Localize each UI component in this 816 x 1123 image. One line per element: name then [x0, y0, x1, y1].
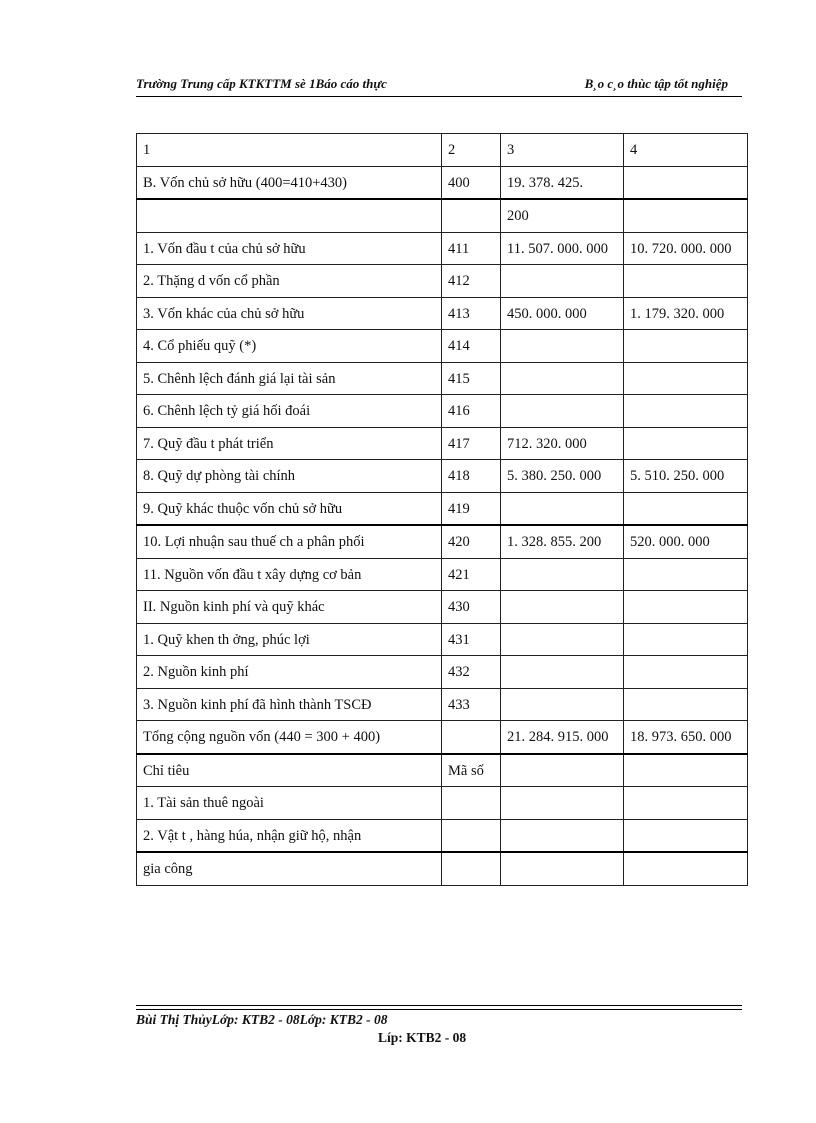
table-row [137, 558, 748, 591]
table-row [137, 395, 748, 428]
table-cell: 433 [442, 688, 501, 721]
table-row [137, 787, 748, 820]
table-cell: 8. Quỹ dự phòng tài chính [137, 460, 442, 493]
table-cell: 19. 378. 425. [501, 166, 624, 199]
table-cell [501, 492, 624, 525]
footer-divider [136, 1005, 742, 1010]
table-cell: 3. Nguồn kinh phí đã hình thành TSCĐ [137, 688, 442, 721]
table-cell [624, 623, 748, 656]
table-cell: 414 [442, 330, 501, 363]
table-cell: 420 [442, 525, 501, 558]
table-cell [624, 199, 748, 232]
table-cell: 1. 328. 855. 200 [501, 525, 624, 558]
table-cell [442, 819, 501, 852]
header-school-name: Trường Trung cấp KTKTTM sè 1Báo cáo thực [136, 76, 387, 91]
table-cell: 431 [442, 623, 501, 656]
table-row [137, 232, 748, 265]
table-cell: 7. Quỹ đầu t phát triển [137, 427, 442, 460]
table-cell: 5. 510. 250. 000 [624, 460, 748, 493]
table-cell: Mã số [442, 754, 501, 787]
header-report-title: B¸o c¸o thùc tập tốt nghiệp [584, 76, 728, 91]
table-cell [501, 623, 624, 656]
table-cell: 9. Quỹ khác thuộc vốn chủ sở hữu [137, 492, 442, 525]
table-cell [624, 395, 748, 428]
table-row [137, 591, 748, 624]
table-cell [501, 558, 624, 591]
table-cell [442, 787, 501, 820]
table-cell: 3 [501, 134, 624, 167]
table-cell [624, 688, 748, 721]
table-cell [137, 199, 442, 232]
table-cell: 432 [442, 656, 501, 689]
table-row [137, 525, 748, 558]
table-row [137, 460, 748, 493]
table-cell: 415 [442, 362, 501, 395]
table-row [137, 656, 748, 689]
table-cell [501, 754, 624, 787]
table-cell: 6. Chênh lệch tỷ giá hối đoái [137, 395, 442, 428]
table-row [137, 623, 748, 656]
table-cell: gia công [137, 852, 442, 885]
table-cell [624, 427, 748, 460]
table-cell: 1. Tài sản thuê ngoài [137, 787, 442, 820]
table-cell: 412 [442, 265, 501, 298]
table-cell [624, 166, 748, 199]
table-cell: Chỉ tiêu [137, 754, 442, 787]
table-cell [624, 754, 748, 787]
table-cell [501, 688, 624, 721]
page-header [136, 76, 742, 96]
table-cell [624, 787, 748, 820]
table-cell [501, 591, 624, 624]
table-cell: 21. 284. 915. 000 [501, 721, 624, 754]
table-cell [624, 362, 748, 395]
table-cell: 417 [442, 427, 501, 460]
footer-class: Líp: KTB2 - 08 [378, 1030, 467, 1045]
table-cell [442, 199, 501, 232]
table-cell: 1. 179. 320. 000 [624, 297, 748, 330]
table-cell [501, 395, 624, 428]
table-cell [501, 265, 624, 298]
table-cell [624, 656, 748, 689]
table-cell: 2. Vật t , hàng húa, nhận giữ hộ, nhận [137, 819, 442, 852]
table-cell: 5. Chênh lệch đánh giá lại tài sản [137, 362, 442, 395]
table-cell [624, 819, 748, 852]
table-row [137, 492, 748, 525]
table-cell [624, 265, 748, 298]
table-cell [624, 492, 748, 525]
table-cell [501, 787, 624, 820]
table-row [137, 427, 748, 460]
table-row [137, 134, 748, 167]
footer-author-class: Bùi Thị ThủyLớp: KTB2 - 08Lớp: KTB2 - 08 [136, 1012, 388, 1027]
table-cell [501, 362, 624, 395]
table-cell: 2. Thặng d vốn cổ phần [137, 265, 442, 298]
table-cell: 400 [442, 166, 501, 199]
table-cell: 5. 380. 250. 000 [501, 460, 624, 493]
table-cell: 419 [442, 492, 501, 525]
table-cell: 2 [442, 134, 501, 167]
table-row [137, 852, 748, 885]
header-divider [136, 96, 742, 97]
table-cell [501, 330, 624, 363]
table-row [137, 688, 748, 721]
table-cell [624, 330, 748, 363]
table-cell: 430 [442, 591, 501, 624]
table-cell: 421 [442, 558, 501, 591]
table-cell: 413 [442, 297, 501, 330]
balance-sheet-table [136, 133, 748, 886]
table-cell: 450. 000. 000 [501, 297, 624, 330]
table-cell: 3. Vốn khác của chủ sở hữu [137, 297, 442, 330]
table-cell: 1. Vốn đầu t của chủ sở hữu [137, 232, 442, 265]
table-cell: 4. Cổ phiếu quỹ (*) [137, 330, 442, 363]
table-cell: 18. 973. 650. 000 [624, 721, 748, 754]
table-cell: 10. 720. 000. 000 [624, 232, 748, 265]
table-cell: 1. Quỹ khen th ởng, phúc lợi [137, 623, 442, 656]
table-cell [442, 721, 501, 754]
table-row [137, 199, 748, 232]
table-row [137, 265, 748, 298]
table-row [137, 297, 748, 330]
table-cell: 200 [501, 199, 624, 232]
table-cell: 418 [442, 460, 501, 493]
table-cell: Tổng cộng nguồn vốn (440 = 300 + 400) [137, 721, 442, 754]
table-cell: 10. Lợi nhuận sau thuế ch a phân phối [137, 525, 442, 558]
table-cell [442, 852, 501, 885]
table-row [137, 362, 748, 395]
table-row [137, 330, 748, 363]
table-cell: 1 [137, 134, 442, 167]
table-cell: 11. 507. 000. 000 [501, 232, 624, 265]
table-cell: II. Nguồn kinh phí và quỹ khác [137, 591, 442, 624]
table-row [137, 721, 748, 754]
table-cell: 416 [442, 395, 501, 428]
table-cell: 11. Nguồn vốn đầu t xây dựng cơ bản [137, 558, 442, 591]
table-cell [501, 852, 624, 885]
table-cell [624, 852, 748, 885]
table-cell [501, 819, 624, 852]
table-cell: 712. 320. 000 [501, 427, 624, 460]
table-cell [624, 558, 748, 591]
table-row [137, 819, 748, 852]
table-row [137, 754, 748, 787]
table-cell: 2. Nguồn kinh phí [137, 656, 442, 689]
table-cell: 520. 000. 000 [624, 525, 748, 558]
table-row [137, 166, 748, 199]
table-cell: 4 [624, 134, 748, 167]
table-cell [501, 656, 624, 689]
table-cell [624, 591, 748, 624]
table-cell: 411 [442, 232, 501, 265]
table-cell: B. Vốn chủ sở hữu (400=410+430) [137, 166, 442, 199]
